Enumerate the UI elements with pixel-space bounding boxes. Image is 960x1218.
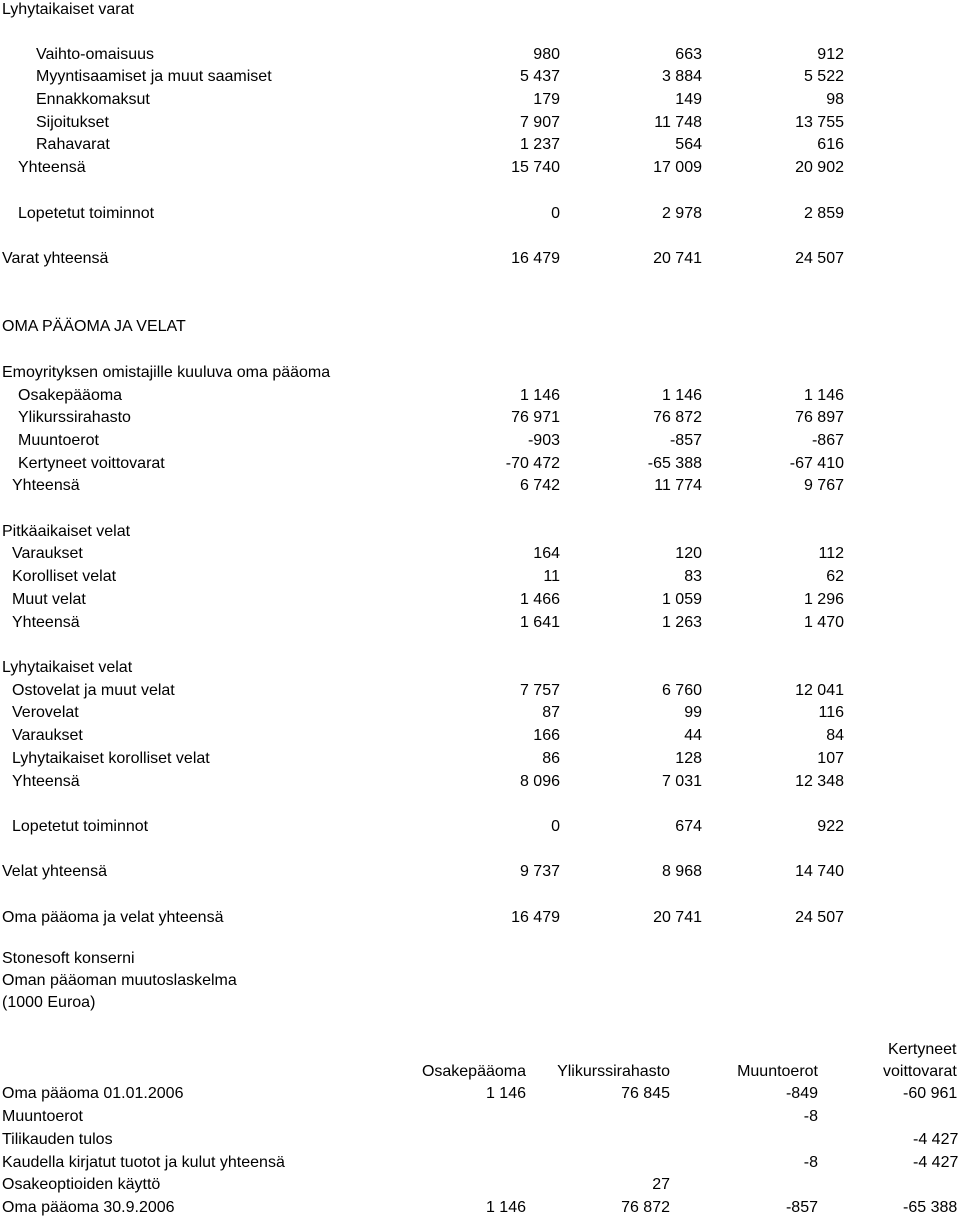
value-col-1: 16 479 <box>511 250 560 267</box>
row-label: Ennakkomaksut <box>36 91 150 108</box>
value-col-1: 86 <box>542 750 560 767</box>
statement-title-line: Stonesoft konserni <box>2 950 135 967</box>
row-label: Velat yhteensä <box>2 863 107 880</box>
row-label: Varaukset <box>12 727 83 744</box>
row-label: Yhteensä <box>12 773 80 790</box>
value-col-1: 5 437 <box>519 68 560 85</box>
value-col-1: 1 146 <box>485 1085 526 1102</box>
value-col-2: 20 741 <box>653 250 702 267</box>
value-col-2: 3 884 <box>661 68 702 85</box>
row-label: Yhteensä <box>12 477 80 494</box>
row-label: Muuntoerot <box>18 432 99 449</box>
section-heading: OMA PÄÄOMA JA VELAT <box>2 318 186 335</box>
value-col-3: -8 <box>803 1108 818 1125</box>
value-col-1: 164 <box>533 545 560 562</box>
row-label: Ostovelat ja muut velat <box>12 682 175 699</box>
row-label: Vaihto-omaisuus <box>36 46 154 63</box>
value-col-3: 1 296 <box>803 591 844 608</box>
row-label: Korolliset velat <box>12 568 117 585</box>
value-col-1: 1 641 <box>519 614 560 631</box>
subsection-heading: Pitkäaikaiset velat <box>2 523 131 540</box>
value-col-1: 76 971 <box>511 409 560 426</box>
row-label: Oma pääoma ja velat yhteensä <box>2 909 224 926</box>
value-col-1: 980 <box>533 46 560 63</box>
value-col-3: 76 897 <box>795 409 844 426</box>
row-label: Oma pääoma 30.9.2006 <box>2 1199 175 1216</box>
value-col-1: 6 742 <box>519 477 560 494</box>
value-col-3: 112 <box>818 545 844 562</box>
value-col-2: 2 978 <box>661 205 702 222</box>
value-col-1: 0 <box>551 818 560 835</box>
value-col-1: 15 740 <box>511 159 560 176</box>
value-col-2: 6 760 <box>661 682 702 699</box>
row-label: Varat yhteensä <box>2 250 109 267</box>
row-label: Kaudella kirjatut tuotot ja kulut yhteensä <box>2 1154 285 1171</box>
column-header-premium-fund: Ylikurssirahasto <box>557 1063 670 1080</box>
value-col-2: 20 741 <box>653 909 702 926</box>
row-label: Muut velat <box>12 591 86 608</box>
value-col-2: 76 845 <box>621 1085 670 1102</box>
value-col-2: -65 388 <box>647 455 702 472</box>
value-col-1: -903 <box>527 432 560 449</box>
subsection-heading: Lyhytaikaiset velat <box>2 659 133 676</box>
value-col-3: 20 902 <box>795 159 844 176</box>
value-col-3: 84 <box>826 727 844 744</box>
value-col-1: 87 <box>542 704 560 721</box>
value-col-1: 1 466 <box>519 591 560 608</box>
value-col-1: 8 096 <box>519 773 560 790</box>
value-col-2: 1 059 <box>661 591 702 608</box>
value-col-1: 16 479 <box>511 909 560 926</box>
value-col-1: 179 <box>533 91 560 108</box>
statement-title-line: (1000 Euroa) <box>2 994 96 1011</box>
value-col-2: 674 <box>675 818 702 835</box>
column-header-retained-line1: Kertyneet <box>888 1041 957 1058</box>
value-col-3: 62 <box>826 568 844 585</box>
value-col-2: 1 146 <box>661 387 702 404</box>
row-label: Yhteensä <box>12 614 80 631</box>
value-col-3: -8 <box>803 1154 818 1171</box>
value-col-1: 7 907 <box>519 114 560 131</box>
row-label: Kertyneet voittovarat <box>18 455 165 472</box>
value-col-2: 99 <box>684 704 702 721</box>
value-col-3: 922 <box>817 818 844 835</box>
statement-title-line: Oman pääoman muutoslaskelma <box>2 972 237 989</box>
value-col-3: 98 <box>826 91 844 108</box>
row-label: Ylikurssirahasto <box>18 409 131 426</box>
value-col-3: -849 <box>785 1085 818 1102</box>
value-col-4: -65 388 <box>903 1199 958 1216</box>
value-col-2: 149 <box>675 91 702 108</box>
value-col-4: -4 427 <box>913 1154 959 1171</box>
value-col-2: 27 <box>652 1176 670 1193</box>
row-label: Osakepääoma <box>18 387 123 404</box>
value-col-3: 2 859 <box>803 205 844 222</box>
value-col-3: 24 507 <box>795 909 844 926</box>
row-label: Osakeoptioiden käyttö <box>2 1176 161 1193</box>
value-col-2: 564 <box>675 136 702 153</box>
value-col-2: 120 <box>675 545 702 562</box>
value-col-2: 663 <box>675 46 702 63</box>
row-label: Lopetetut toiminnot <box>18 205 155 222</box>
value-col-4: -60 961 <box>903 1085 958 1102</box>
value-col-1: 1 146 <box>485 1199 526 1216</box>
value-col-3: -857 <box>785 1199 818 1216</box>
value-col-2: 7 031 <box>661 773 702 790</box>
value-col-3: 616 <box>817 136 844 153</box>
value-col-2: 44 <box>684 727 702 744</box>
row-label: Rahavarat <box>36 136 110 153</box>
value-col-2: 8 968 <box>661 863 702 880</box>
value-col-3: 1 470 <box>803 614 844 631</box>
value-col-1: 0 <box>551 205 560 222</box>
value-col-1: 11 <box>543 568 560 585</box>
column-header-retained-line2: voittovarat <box>883 1063 957 1080</box>
row-label: Verovelat <box>12 704 79 721</box>
value-col-2: 76 872 <box>621 1199 670 1216</box>
row-label: Oma pääoma 01.01.2006 <box>2 1085 184 1102</box>
value-col-2: 1 263 <box>661 614 702 631</box>
value-col-4: -4 427 <box>913 1131 959 1148</box>
value-col-3: 9 767 <box>803 477 844 494</box>
value-col-1: 166 <box>533 727 560 744</box>
value-col-2: 17 009 <box>653 159 702 176</box>
value-col-2: 11 748 <box>654 114 702 131</box>
subsection-heading: Emoyrityksen omistajille kuuluva oma pääoma <box>2 364 331 381</box>
value-col-3: -67 410 <box>789 455 844 472</box>
value-col-1: 1 237 <box>519 136 560 153</box>
value-col-3: 107 <box>817 750 844 767</box>
row-label: Tilikauden tulos <box>2 1131 113 1148</box>
row-label: Sijoitukset <box>36 114 109 131</box>
row-label: Lyhytaikaiset korolliset velat <box>12 750 210 767</box>
row-label: Myyntisaamiset ja muut saamiset <box>36 68 272 85</box>
row-label: Muuntoerot <box>2 1108 83 1125</box>
value-col-3: 12 041 <box>795 682 844 699</box>
value-col-1: 9 737 <box>519 863 560 880</box>
column-header-share-capital: Osakepääoma <box>421 1063 526 1080</box>
value-col-3: 5 522 <box>803 68 844 85</box>
value-col-3: -867 <box>811 432 844 449</box>
value-col-2: 76 872 <box>653 409 702 426</box>
value-col-3: 14 740 <box>795 863 844 880</box>
value-col-2: 83 <box>684 568 702 585</box>
row-label: Varaukset <box>12 545 83 562</box>
row-label: Lopetetut toiminnot <box>12 818 149 835</box>
value-col-2: 11 774 <box>654 477 702 494</box>
value-col-3: 1 146 <box>803 387 844 404</box>
value-col-1: 7 757 <box>519 682 560 699</box>
value-col-1: -70 472 <box>505 455 560 472</box>
value-col-2: -857 <box>669 432 702 449</box>
value-col-3: 912 <box>817 46 844 63</box>
value-col-2: 128 <box>675 750 702 767</box>
value-col-3: 12 348 <box>795 773 844 790</box>
row-label: Yhteensä <box>18 159 86 176</box>
value-col-3: 116 <box>818 704 844 721</box>
column-header-translation: Muuntoerot <box>737 1063 818 1080</box>
section-title: Lyhytaikaiset varat <box>2 1 134 18</box>
value-col-3: 24 507 <box>795 250 844 267</box>
value-col-1: 1 146 <box>519 387 560 404</box>
value-col-3: 13 755 <box>795 114 844 131</box>
